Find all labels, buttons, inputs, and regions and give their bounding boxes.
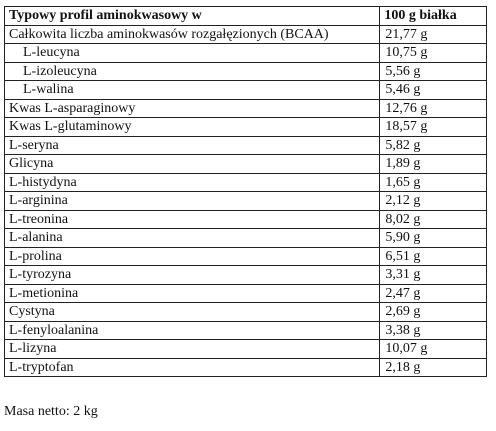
amino-acid-name: Kwas L-glutaminowy [5,118,380,137]
amino-acid-name: L-metionina [5,284,380,303]
table-row [5,81,487,100]
table-row [5,229,487,248]
table-row [5,321,487,340]
amino-acid-amount: 1,89 g [380,155,487,174]
amino-acid-amount: 6,51 g [380,247,487,266]
amino-acid-amount: 21,77 g [380,25,487,44]
table-row [5,247,487,266]
table-row [5,136,487,155]
table-row [5,44,487,63]
amino-acid-name: L-seryna [5,136,380,155]
amino-acid-amount: 12,76 g [380,99,487,118]
table-header-row [5,7,487,26]
amino-acid-amount: 2,18 g [380,358,487,377]
amino-acid-amount: 3,31 g [380,266,487,285]
table-row [5,99,487,118]
amino-acid-name: L-tyrozyna [5,266,380,285]
header-value-cell: 100 g białka [380,7,487,26]
amino-acid-name: L-fenyloalanina [5,321,380,340]
table-row [5,25,487,44]
amino-acid-amount: 3,38 g [380,321,487,340]
amino-acid-amount: 5,56 g [380,62,487,81]
table-row [5,284,487,303]
amino-acid-amount: 10,07 g [380,340,487,359]
amino-acid-amount: 10,75 g [380,44,487,63]
net-weight-note: Masa netto: 2 kg [4,404,98,419]
amino-acid-amount: 2,12 g [380,192,487,211]
table-row [5,303,487,322]
amino-acid-name: L-alanina [5,229,380,248]
amino-acid-amount: 5,46 g [380,81,487,100]
amino-acid-name: Kwas L-asparaginowy [5,99,380,118]
amino-acid-name: L-prolina [5,247,380,266]
amino-acid-name: Glicyna [5,155,380,174]
table-body [5,25,487,377]
amino-acid-name: L-izoleucyna [5,62,380,81]
amino-acid-amount: 2,47 g [380,284,487,303]
amino-acid-name: L-tryptofan [5,358,380,377]
table-row [5,358,487,377]
table-row [5,266,487,285]
amino-acid-profile-table [4,6,487,377]
table-row [5,210,487,229]
amino-acid-amount: 8,02 g [380,210,487,229]
table-row [5,173,487,192]
amino-acid-amount: 5,90 g [380,229,487,248]
amino-acid-name: L-leucyna [5,44,380,63]
amino-acid-name: Cystyna [5,303,380,322]
amino-acid-name: L-walina [5,81,380,100]
table-row [5,155,487,174]
table-row [5,192,487,211]
amino-acid-amount: 2,69 g [380,303,487,322]
amino-acid-name: L-lizyna [5,340,380,359]
amino-acid-name: L-histydyna [5,173,380,192]
amino-acid-amount: 18,57 g [380,118,487,137]
header-name-cell: Typowy profil aminokwasowy w [5,7,380,26]
table-row [5,62,487,81]
amino-acid-name: L-treonina [5,210,380,229]
table-row [5,340,487,359]
amino-acid-name: L-arginina [5,192,380,211]
amino-acid-amount: 5,82 g [380,136,487,155]
amino-acid-amount: 1,65 g [380,173,487,192]
table-row [5,118,487,137]
amino-acid-name: Całkowita liczba aminokwasów rozgałęzionych (BCAA) [5,25,380,44]
